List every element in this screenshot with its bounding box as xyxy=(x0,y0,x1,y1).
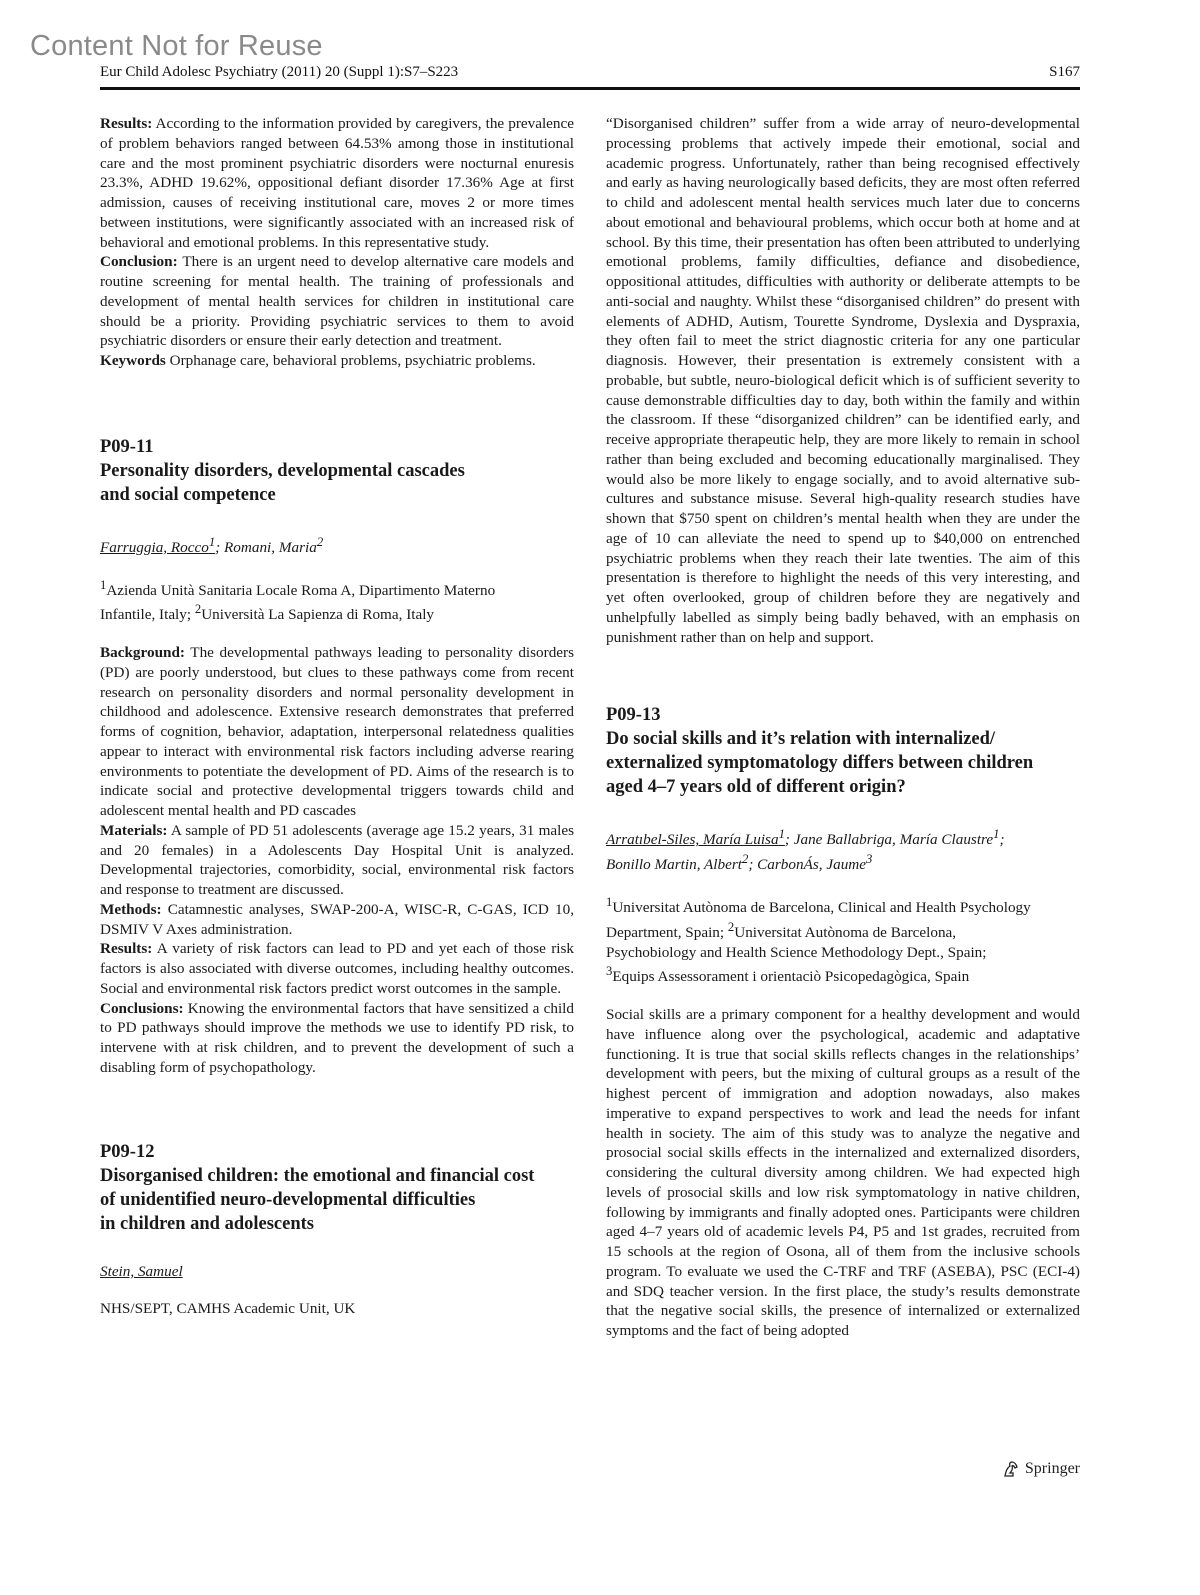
spacer xyxy=(606,799,1080,825)
title-line: Personality disorders, developmental cascades xyxy=(100,460,465,481)
affiliations-p0912: NHS/SEPT, CAMHS Academic Unit, UK xyxy=(100,1300,356,1318)
p0911-results xyxy=(100,939,574,998)
author-sup: 1 xyxy=(993,827,1000,842)
keywords-label: Keywords xyxy=(100,352,166,369)
affil-sup: 2 xyxy=(194,602,202,617)
header-rule xyxy=(100,87,1080,90)
prev-abstract-conclusion xyxy=(100,252,574,351)
methods-text: Catamnestic analyses, SWAP-200-A, WISC-R, C-GAS, ICD 10, DSMIV V Axes administration. xyxy=(100,900,574,938)
publisher-name: Springer xyxy=(1024,1460,1080,1477)
results-text: According to the information provided by caregivers, the prevalence of problem behaviors ranged between 64.53% among those in institutional care and the most prominent psychiatric disorders were nocturnal enuresis 23.3%, ADHD 19.62%, oppositional defiant disorder 17.36% Age at first admission, causes of receiving institutional care, moves 2 or more times between institutions, were significantly associated with an increased risk of behavioral and emotional problems. In this representative study. xyxy=(100,115,574,251)
authors-p0913 xyxy=(606,825,1080,875)
conclusions-text: Knowing the environmental factors that have sensitized a child to PD pathways should improve the methods we use to identify PD risk, to intervene with at risk children, and to prevent the development of such a disabling form of psychopathology. xyxy=(100,999,574,1076)
presenting-author xyxy=(100,534,216,556)
author-sup: 2 xyxy=(316,534,324,549)
affil-sup: 1 xyxy=(606,894,613,909)
authors-p0912 xyxy=(100,1262,574,1282)
springer-horse-icon xyxy=(1001,1459,1021,1479)
results-label: Results: xyxy=(100,115,153,132)
p0912-body: “Disorganised children” suffer from a wide array of neuro-developmental processing problems that actively impede their emotional, social and academic progress. Unfortunately, rather than being recognised effectively and early as having neurologically based deficits, they are most often referred to child and adolescent mental health services much later due to concerns about emotional and behavioural problems, which occur both at home and at school. By this time, their presentation has often been attributed to underlying emotional problems, family difficulties, defiance and disobedience, oppositional attitudes, difficulties with authority or deliberate attempts to be anti-social and naughty. Whilst these “disorganised children” do present with elements of ADHD, Autism, Tourette Syndrome, Dyslexia and Dyspraxia, they often fail to meet the strict diagnostic criteria for any one particular diagnosis. However, their presentation is extremely consistent with a probable, but subtle, neuro-biological deficit which is of sufficient severity to cause demonstrable difficulties day to day, both within the family and within the classroom. If these “disorganized children” can be identified early, and receive appropriate therapeutic help, they are more likely to remain in school rather than being excluded and becoming educationally marginalised. They would also be more likely to engage socially, and to avoid alternative sub-cultures and substance misuse. Several high-quality research studies have shown that $750 spent on children’s mental health when they are under the age of 10 can alleviate the need to spend up to $40,000 on entrenched psychiatric problems when they reach their late twenties. The aim of this presentation is therefore to highlight the needs of this very interesting, and yet often overlooked, group of children before they are negatively and unhelpfully labelled as simply being badly behaved, with an emphasis on punishment rather than on help and support. xyxy=(606,115,1080,646)
title-line: Do social skills and it’s relation with internalized/ xyxy=(606,729,996,750)
right-column xyxy=(606,114,1080,1341)
spacer xyxy=(100,1281,574,1299)
author-name: ; CarbonÁs, Jaume xyxy=(748,856,867,874)
running-head xyxy=(100,64,1080,81)
p0911-methods xyxy=(100,900,574,940)
conclusion-label: Conclusion: xyxy=(100,253,178,271)
spacer xyxy=(100,625,574,643)
author-separator: ; xyxy=(999,831,1005,849)
author-name: Bonillo Martin, Albert xyxy=(606,856,742,874)
affil-text: Equips Assessorament i orientaciò Psicopedagògica, Spain xyxy=(612,968,970,986)
materials-label: Materials: xyxy=(100,821,168,839)
conclusion-text: There is an urgent need to develop alternative care models and routine screening for mental health. The training of professionals and development of mental health services for children in institutional care should be a priority. Providing psychiatric services to them to avoid psychiatric disorders or ensure their early detection and treatment. xyxy=(100,253,574,350)
abstract-id-p0912: P09-12 xyxy=(100,1141,155,1162)
affil-text: Department, Spain; xyxy=(606,923,728,941)
results-label: Results: xyxy=(100,940,153,958)
author-separator: ; xyxy=(215,538,225,556)
abstract-title-p0911 xyxy=(100,459,574,507)
abstract-id-p0913: P09-13 xyxy=(606,705,661,726)
affil-text: Psychobiology and Health Science Methodology Dept., Spain; xyxy=(606,943,987,961)
title-line: and social competence xyxy=(100,484,276,505)
affiliations-p0911 xyxy=(100,576,574,626)
p0911-materials xyxy=(100,821,574,900)
conclusions-label: Conclusions: xyxy=(100,999,184,1017)
author-name: ; Jane Ballabriga, María Claustre xyxy=(784,831,994,849)
spacer xyxy=(100,558,574,576)
results-text: A variety of risk factors can lead to PD and yet each of those risk factors is also associated with diverse outcomes, including healthy outcomes. Social and environmental risk factors predict worst outcomes in the sample. xyxy=(100,940,574,997)
author-name: Arratıbel-Siles, María Luisa xyxy=(606,831,779,849)
watermark: Content Not for Reuse xyxy=(30,30,323,62)
title-line: aged 4–7 years old of different origin? xyxy=(606,777,906,798)
spacer xyxy=(100,371,574,435)
author-sup: 1 xyxy=(778,827,785,842)
p0911-background xyxy=(100,643,574,821)
title-line: Disorganised children: the emotional and financial cost xyxy=(100,1165,535,1186)
affiliations-p0913 xyxy=(606,893,1080,987)
affil-text: Università La Sapienza di Roma, Italy xyxy=(201,606,435,624)
affil-sup: 2 xyxy=(727,919,735,934)
p0913-body: Social skills are a primary component for a healthy development and would have influence along over the psychological, academic and adaptative functioning. It is true that social skills reflects changes in the relationships’ development with peers, but the mixing of cultural groups as a result of the highest percent of immigration and adoption nowadays, also makes imperative to expand perspectives to work and lead the needs for infant health in society. The aim of this study was to analyze the negative and prosocial social skills effects in the internalized and externalized disorders, considering the cultural diversity among children. We had expected high levels of prosocial skills and low risk symptomatology in native children, following by immigrants and finally adopted ones. Participants were children aged 4–7 years old of academic levels P4, P5 and 1st grades, recruited from 15 schools at the region of Osona, all of them from the inclusive schools program. To evaluate we used the C-TRF and TRF (ASEBA), PSC (ECI-4) and SDQ teacher version. In the first place, the study’s results demonstrate that the negative social skills, the presence of internalized or externalized symptoms and the fact of being adopted xyxy=(606,1006,1080,1340)
spacer xyxy=(100,1078,574,1140)
affil-text: Universitat Autònoma de Barcelona, xyxy=(734,923,957,941)
background-label: Background: xyxy=(100,644,185,662)
keywords-text: Orphanage care, behavioral problems, psychiatric problems. xyxy=(165,352,536,369)
page-number: S167 xyxy=(1049,64,1080,80)
left-column xyxy=(100,114,574,1319)
author-sup: 1 xyxy=(208,534,216,549)
publisher-logo xyxy=(1001,1459,1080,1479)
journal-citation: Eur Child Adolesc Psychiatry (2011) 20 (Suppl 1):S7–S223 xyxy=(100,64,459,80)
affil-sup: 3 xyxy=(606,964,613,979)
spacer xyxy=(606,647,1080,703)
abstract-id-p0911: P09-11 xyxy=(100,436,154,457)
abstract-title-p0912 xyxy=(100,1164,574,1236)
title-line: externalized symptomatology differs between children xyxy=(606,753,1034,774)
title-line: of unidentified neuro-developmental difficulties xyxy=(100,1189,476,1210)
author-name: Romani, Maria xyxy=(224,538,317,556)
materials-text: A sample of PD 51 adolescents (average age 15.2 years, 31 males and 20 females) in a Adolescents Day Hospital Unit is analyzed. Developmental trajectories, comorbidity, social, environmental risk factors and response to treatment are discussed. xyxy=(100,821,574,899)
author-name: Farruggia, Rocco xyxy=(100,538,209,556)
spacer xyxy=(606,875,1080,893)
background-text: The developmental pathways leading to personality disorders (PD) are poorly understood, but clues to these pathways come from recent research on personality disorders and normal personality development in childhood and adolescence. Extensive research demonstrates that preferred forms of cognition, behavior, adaptation, interpersonal relatedness qualities appear to interact with environmental risk factors including adverse rearing environments to potentiate the development of PD. Aims of the research is to indicate social and protective developmental triggers towards child and adolescent mental health and PD cascades xyxy=(100,644,574,820)
spacer xyxy=(100,1236,574,1262)
author-sup: 2 xyxy=(741,852,749,867)
presenting-author: Stein, Samuel xyxy=(100,1262,183,1280)
affil-text: Azienda Unità Sanitaria Locale Roma A, Dipartimento Materno xyxy=(106,581,496,599)
prev-abstract-results xyxy=(100,114,574,252)
spacer xyxy=(606,987,1080,1005)
title-line: in children and adolescents xyxy=(100,1213,314,1234)
spacer xyxy=(100,507,574,533)
presenting-author xyxy=(606,827,785,849)
prev-abstract-keywords xyxy=(100,351,574,371)
affil-text: Infantile, Italy; xyxy=(100,606,195,624)
abstract-title-p0913 xyxy=(606,727,1080,799)
methods-label: Methods: xyxy=(100,900,162,918)
p0911-conclusions xyxy=(100,999,574,1078)
affil-text: Universitat Autònoma de Barcelona, Clinical and Health Psychology xyxy=(612,898,1031,916)
affil-sup: 1 xyxy=(100,577,107,592)
authors-p0911 xyxy=(100,533,574,558)
author-sup: 3 xyxy=(866,852,873,867)
